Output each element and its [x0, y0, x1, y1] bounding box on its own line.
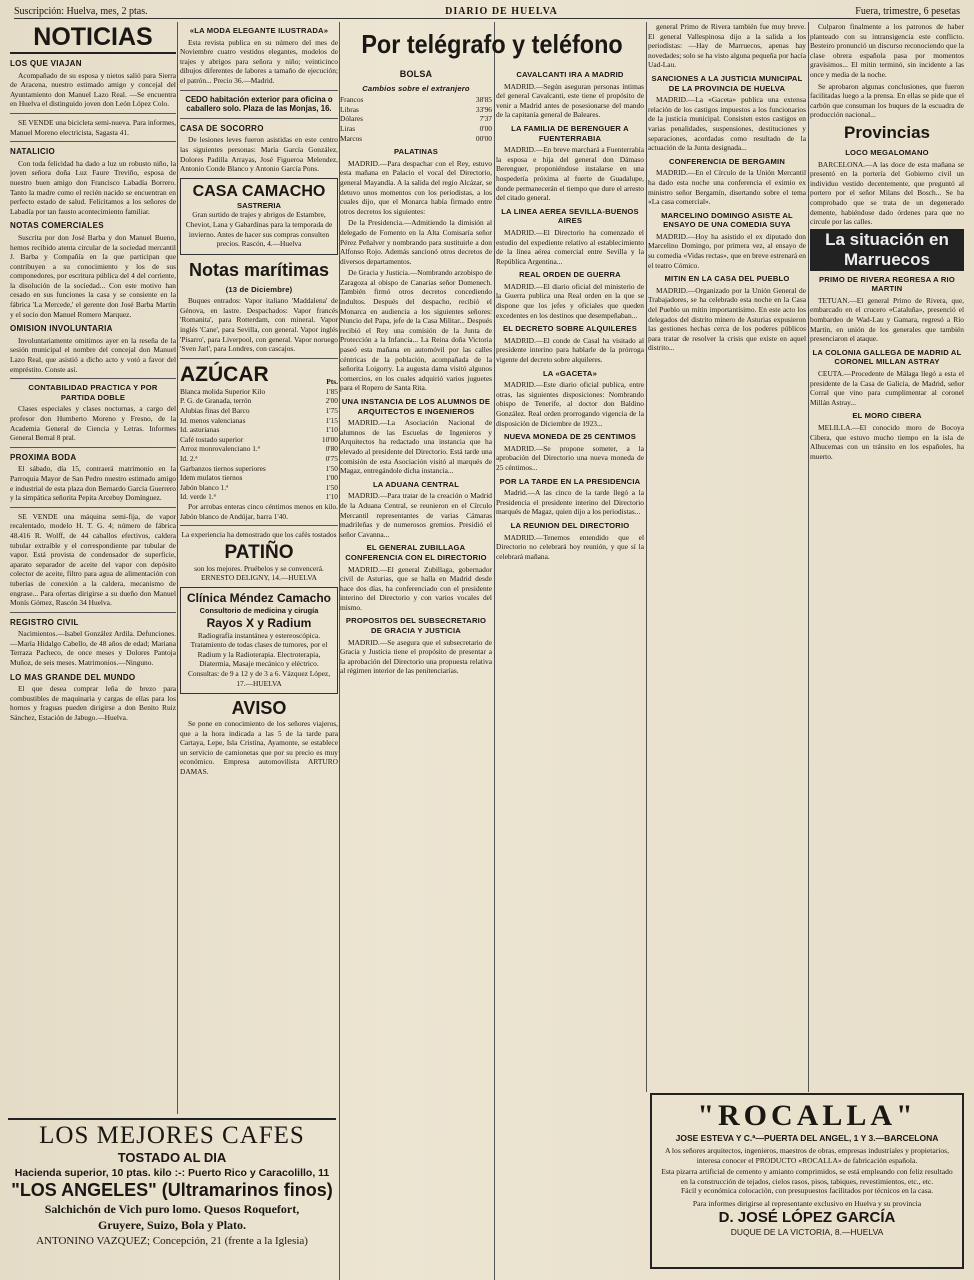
clinica-body: Radiografía instantánea y estereoscópica. Tratamiento de todas clases de tumores, por el Radium y la Radioterapia. Electroterapia, Diatermia, Masaje mecánico y eléctrico. Consultas: de 9 a 12 y de 3 a 6. Vázquez López, 17.—HUELVA — [187, 630, 331, 688]
cafes-line-4: Gruyere, Suizo, Bola y Plato. — [97, 1218, 247, 1232]
price-row-value: 2'00 — [325, 396, 338, 406]
price-row — [180, 435, 338, 445]
ad-mejores-cafes — [8, 1118, 336, 1268]
price-row-value: 0'80 — [325, 444, 338, 454]
article-notas-maritimas: Buques entrados: Vapor italiano 'Maddalena' de Génova, en lastre. Despachados: Vapor francés 'Romanita', para Rotterdam, con mineral. Vapor inglés 'Cane', para Sevilla, con general. Vapor inglés 'Pisarro', para Liverpool, con general. Vapor noruego 'Sven Jarl', para Londres, con cascajos. — [180, 296, 338, 354]
exchange-row-value: 7'37 — [479, 114, 492, 124]
clinica-title: Clínica Méndez Camacho — [186, 590, 332, 605]
patino-body: son los mejores. Pruébelos y se convencerá. ERNESTO DELIGNY, 14.—HUELVA — [194, 563, 324, 583]
heading-aduana: LA ADUANA CENTRAL — [372, 479, 460, 489]
price-row — [180, 416, 338, 426]
article-primo: TETUAN.—El general Primo de Rivera, que, embarcado en el crucero «Cataluña», presenció el bombardeo de Wad-Lau y Gamara, regresó a Río Martín, en unión de los generales que también presenciaron el ataque. — [810, 295, 964, 344]
notas-maritimas-title: Notas marítimas — [188, 259, 330, 280]
article-presidencia: De la Presidencia.—Admitiendo la dimisión al delegado de Fomento en la Alta Comisaría señor Pérez Peñalver y nombrando para sustituirle a don Alfonso Rojo. Además sancionó otros decretos de diversos departamentos. — [340, 218, 492, 266]
column-rule — [646, 22, 647, 1092]
article-gaceta: MADRID.—Este diario oficial publica, entre otras, las siguientes disposiciones: Nombrando obispo de Tenerife, al doctor don Baldino González. Real orden prorrogando vigencia de la disposición de Diciembre de 1923... — [496, 380, 644, 428]
heading-bolsa: BOLSA — [399, 69, 433, 79]
ad-lena-brezo: El que desea comprar leña de brezo para combustibles de maquinaria y cargas de ellas para los hornos y fraguas pueden dirigirse a don Benito Ruiz Sánchez, Estación de Jabugo.—Huelva. — [10, 684, 176, 723]
divider — [8, 1118, 336, 1120]
price-row — [180, 444, 338, 454]
column-telegrafo-1 — [340, 66, 492, 1280]
heading-linea-aerea: LA LINEA AEREA SEVILLA-BUENOS AIRES — [501, 206, 639, 226]
heading-moda-elegante: «LA MODA ELEGANTE ILUSTRADA» — [189, 26, 329, 35]
heading-casa-socorro: CASA DE SOCORRO — [180, 123, 264, 133]
heading-primo: PRIMO DE RIVERA REGRESA A RIO MARTIN — [819, 274, 955, 294]
price-row-value: 1'10 — [325, 425, 338, 435]
bolsa-table — [340, 95, 492, 143]
price-row — [180, 396, 338, 406]
divider — [10, 378, 176, 379]
price-row — [180, 387, 338, 397]
exchange-row-value: 0'00 — [479, 123, 492, 133]
subscription-outside: Fuera, trimestre, 6 pesetas — [855, 5, 960, 17]
classified-bicicleta: SE VENDE una bicicleta semi-nueva. Para informes, Manuel Moreno electricista, Sagasta 41. — [10, 117, 176, 137]
heading-alquileres: EL DECRETO SOBRE ALQUILERES — [503, 324, 637, 334]
article-propositos: MADRID.—Se asegura que el subsecretario de Gracia y Justicia tiene el propósito de presentar a la aprobación del Directorio una propuesta relativa al régimen interior de las penitenciarías. — [340, 637, 492, 676]
heading-mitin: MITIN EN LA CASA DEL PUEBLO — [664, 274, 790, 284]
cafes-subtitle: TOSTADO AL DIA — [117, 1150, 227, 1165]
price-row-label: Idem mulatos tiernos — [180, 473, 243, 483]
price-row-label: Café tostado superior — [180, 434, 244, 444]
rocalla-body-3: Fácil y económica colocación, con presupuestos facilitados por técnicos en la casa. — [681, 1186, 933, 1195]
ad-clinica — [180, 587, 338, 694]
heading-sanciones: SANCIONES A LA JUSTICIA MUNICIPAL DE LA PROVINCIA DE HUELVA — [651, 73, 803, 93]
heading-omision: OMISION INVOLUNTARIA — [10, 324, 113, 334]
article-notas-comerciales: Suscrita por don José Barba y don Manuel Bueno, hemos recibido atenta circular de la sociedad mercantil J. Barba y Compañía en la que participan que contribuyen a su conocimiento y los de sus componedores, por escritura pública del 4 del corriente, la disolución de la sociedad... Con este motivo han cesado en sus funciones la casa y se consiente en la fábrica 'La Mercede,' el gerente don José Barba Martín y el socio don Manuel Romero Marquez. — [10, 232, 176, 319]
column-provincias — [810, 22, 964, 1088]
cafes-line-3: Salchichón de Vich puro lomo. Quesos Roquefort, — [44, 1202, 300, 1216]
article-arquitectos: MADRID.—La Asociación Nacional de alumnos de las Escuelas de Ingenieros y Arquitectos ha redactado una instancia que ha elevado al presidente del Directorio. Está tarde una comisión de esta Asociación visitó al marqués de Magaz, entregándole dicha instancia... — [340, 418, 492, 476]
heading-gaceta: LA «GACETA» — [542, 368, 598, 378]
heading-real-orden: REAL ORDEN DE GUERRA — [519, 270, 621, 280]
heading-marcelino: MARCELINO DOMINGO ASISTE AL ENSAYO DE UNA COMEDIA SUYA — [661, 210, 793, 230]
article-real-orden: MADRID.—El diario oficial del ministerio de la Guerra publica una Real orden en la que se dispone que los jefes y oficiales que queden excedentes en los destinos que desempeñaban... — [496, 281, 644, 320]
article-gracia: De Gracia y Justicia.—Nombrando arzobispo de Zaragoza al obispo de Canarias señor Domenech. También firmó otros decretos concediendo indultos. Después del despacho, recibió el Monarca en audiencia a los siguientes señores: Nuncio del Papa, jefe de la Casa Militar... Después recibió el Rey una comisión de la Junta de Protección a la Infancia... La Reina doña Victoria paseó esta mañana en automóvil por las calles céntricas de la población, acompañada de la señorita Loigorry. La augusta dama visitó algunos comercios, en los cuales adquirió varios juguetes para el Ropero de Santa Rita. — [340, 268, 492, 393]
heading-berenguer: LA FAMILIA DE BERENGUER A FUENTERRABIA — [511, 123, 629, 143]
ad-casa-camacho — [180, 178, 338, 255]
heading-registro-civil: REGISTRO CIVIL — [10, 617, 79, 627]
heading-colonia-gallega: LA COLONIA GALLEGA DE MADRID AL CORONEL MILLAN ASTRAY — [812, 347, 962, 367]
divider — [180, 525, 338, 526]
article-moneda: MADRID.—Se propone someter, a la aprobación del Directorio una nueva moneda de 25 céntimos... — [496, 443, 644, 472]
heading-moro-cibera: EL MORO CIBERA — [852, 411, 922, 421]
camacho-subtitle: SASTRERIA — [237, 200, 281, 210]
aviso-body: Se pone en conocimiento de los señores viajeros, que a la hora indicada a las 5 de la tarde para Cartaya, Lepe, Isla Cristina, Ayamonte, se establece un servicio de camionetas que por su precio es muy económico. Empresa automovilista ARTURO DAMAS. — [180, 719, 338, 777]
exchange-row-label: Liras — [340, 123, 356, 133]
price-row-value: 1'15 — [325, 415, 338, 425]
price-row-label: Arroz monrovalenciano 1.ª — [180, 444, 260, 454]
notas-maritimas-date: (13 de Diciembre) — [225, 284, 293, 294]
subscription-local: Suscripción: Huelva, mes, 2 ptas. — [14, 5, 148, 17]
article-carbon: Se aprobaron algunas conclusiones, que fueron facilitadas luego a la prensa. En ellas se pide que el carbón que consuman los buques de la escuadra de producción nacional... — [810, 81, 964, 120]
rocalla-address: JOSE ESTEVA Y C.ª—PUERTA DEL ANGEL, 1 Y 3.—BARCELONA — [675, 1133, 939, 1143]
divider — [10, 507, 176, 508]
article-aduana: MADRID.—Para tratar de la creación o Madrid de la Aduana Central, se reunieron en el Círculo Mercantil representantes de varias Cámaras madrileñas y de numerosos gremios. Presidió el señor Cavanna... — [340, 491, 492, 539]
patino-lead: La experiencia ha demostrado que los cafés tostados — [181, 530, 337, 540]
article-registro-civil: Nacimientos.—Isabel González Ardila. Defunciones.—María Hidalgo Cabello, de 48 años de edad; Mariana Terraza Pacheco, de once meses y Dolores Pantoja Muñoz, de seis meses. Matrimonios.—Ninguno. — [10, 629, 176, 668]
price-row-label: Id. menos valencianas — [180, 415, 246, 425]
camacho-body: Gran surtido de trajes y abrigos de Estambre, Cheviot, Lana y Gabardinas para la temporada de invierno. Antes de hacer sus compras consulten precios. Rascón, 4.—Huelva — [185, 210, 333, 249]
exchange-row-label: Francos — [340, 95, 364, 105]
divider — [180, 358, 338, 359]
price-row-value: 1'50 — [325, 482, 338, 492]
divider — [10, 141, 176, 142]
price-row — [180, 492, 338, 502]
article-bergamin: MADRID.—En el Círculo de la Unión Mercantil ha dado esta noche una conferencia el eximio ex ministro señor Bergamín, disertando sobre el tema «La casa comercial». — [648, 168, 806, 207]
heading-loco: LOCO MEGALOMANO — [845, 147, 929, 157]
article-omision: Involuntariamente omitimos ayer en la reseña de la sesión municipal el nombre del concejal don Manuel Lazo Real, que asistió a dicho acto y votó a favor del empréstito. Conste así. — [10, 335, 176, 374]
heading-zubillaga: EL GENERAL ZUBILLAGA CONFERENCIA CON EL DIRECTORIO — [345, 543, 487, 562]
price-list — [180, 387, 338, 502]
article-cavalcanti: MADRID.—Según aseguran personas íntimas del general Cavalcanti, este tiene el propósito de venir a Madrid antes de posesionarse del mando de la capitanía general de Baleares. — [496, 81, 644, 120]
heading-contabilidad: CONTABILIDAD PRACTICA Y POR PARTIDA DOBLE — [28, 383, 158, 402]
cafes-line-5: ANTONINO VAZQUEZ; Concepción, 21 (frente a la Iglesia) — [36, 1235, 308, 1247]
clinica-rayos: Rayos X y Radium — [206, 615, 312, 630]
cafes-line-1: Hacienda superior, 10 ptas. kilo :-: Puerto Rico y Caracolillo, 11 — [14, 1167, 330, 1179]
article-casa-socorro: De lesiones leves fueron asistidas en este centro las siguientes personas: María García González, Dolores Padilla Arrayas, José Figueroa Melendez, Antonio Conde Blanco y Antonio García Pons. — [180, 135, 338, 174]
divider — [180, 118, 338, 119]
heading-cavalcanti: CAVALCANTI IRA A MADRID — [516, 70, 624, 79]
exchange-row — [340, 95, 492, 105]
price-row — [180, 425, 338, 435]
heading-propositos: PROPOSITOS DEL SUBSECRETARIO DE GRACIA Y JUSTICIA — [345, 616, 487, 636]
azucar-title: AZÚCAR — [180, 362, 269, 386]
newspaper-name: DIARIO DE HUELVA — [445, 5, 558, 17]
exchange-row-value: 33'96 — [475, 104, 492, 114]
article-los-que-viajan: Acompañado de su esposa y nietos salió para Sierra de Aracena, nuestro estimado amigo y concejal del Ayuntamiento don Manuel Lazo Real. —Se encuentra en Huelva el distinguido joven don León López Colo. — [10, 70, 176, 109]
azucar-header — [180, 363, 338, 387]
exchange-row-label: Libras — [340, 104, 359, 114]
price-row-label: Blanca molida Superior Kilo — [180, 386, 266, 396]
article-zubillaga: MADRID.—El general Zubillaga, gobernador civil de Asturias, que se halla en Madrid desde hace dos días, ha conferenciado con el presidente interino del Directorio y con varios vocales del mismo. — [340, 564, 492, 612]
article-loco: BARCELONA.—A las doce de esta mañana se presentó en la portería del Gobierno civil un individuo vestido decentemente, que preguntó al portero por el señor Milans del Bosch... Se ha comprobado que se trata de un degenerado demente, habiéndose dado órdenes para que no circule por las calles. — [810, 159, 964, 227]
ad-contabilidad: Clases especiales y clases nocturnas, a cargo del profesor don Humberto Moreno y Fresno, de la Academia General de Ciencia y Letras. Informes General Bernal 8 pral. — [10, 404, 176, 443]
price-row-label: Id. verde 1.ª — [180, 492, 216, 502]
cafes-title: LOS MEJORES CAFES — [39, 1122, 305, 1149]
aviso-title: AVISO — [231, 698, 287, 719]
article-mitin: MADRID.—Organizado por la Unión General de Trabajadores, se ha celebrado esta noche en la Casa del Pueblo un mitin importantísimo. En este acto los delegados del distrito minero de Asturias expusieron las gestiones hechas cerca de los poderes públicos para tratar de resolver la crisis que existe en aquel distrito... — [648, 285, 806, 353]
article-moda-elegante: Esta revista publica en su número del mes de Noviembre cuatro vestidos elegantes, modelos de trajes y abrigos para señora y niño; veinticinco dibujos diferentes de labores a tamaño de ejecución; el patrón... Precio 36.—Madrid. — [180, 37, 338, 85]
azucar-note: Por arrobas enteras cinco céntimos menos en kilo. Jabón blanco de Andújar, barra 1'40. — [180, 501, 338, 521]
price-row-label: Id. 2.ª — [180, 454, 198, 463]
article-reunion: MADRID.—Tenemos entendido que el Directorio no celebrará hoy reunión, y que sí la celebrará mañana. — [496, 532, 644, 561]
price-row-value: 1'50 — [325, 463, 338, 473]
exchange-row-value: 00'00 — [475, 133, 492, 143]
heading-proxima-boda: PROXIMA BODA — [10, 452, 77, 462]
column-noticias — [10, 22, 176, 1114]
article-berenguer: MADRID.—En breve marchará a Fuenterrabía la esposa e hija del general don Dámaso Berenguer, proponiéndose instalarse en una hospedería próxima al fuerte de Guadalupe, donde permanecerán el tiempo que dure el arresto del citado general. — [496, 145, 644, 203]
price-row-value: 10'00 — [321, 434, 338, 444]
heading-palatinas: PALATINAS — [393, 147, 439, 157]
heading-moneda: NUEVA MONEDA DE 25 CENTIMOS — [503, 432, 637, 442]
price-row-value: 1'00 — [325, 473, 338, 483]
heading-notas-comerciales: NOTAS COMERCIALES — [10, 221, 104, 231]
azucar-unit: Pts. — [326, 377, 338, 387]
column-rule — [177, 22, 178, 1114]
price-row-value: 1'10 — [325, 492, 338, 502]
divider — [10, 113, 176, 114]
camacho-title: CASA CAMACHO — [192, 182, 326, 200]
article-sanciones: MADRID.—La «Gaceta» publica una extensa relación de los castigos impuestos a los funcionarios de la justicia municipal. Consisten estos castigos en varias penalidades, suspensiones, destituciones y separaciones, acordadas como resultado de la actuación de la Junta designada... — [648, 95, 806, 153]
price-row — [180, 406, 338, 416]
marruecos-title: La situación en Marruecos — [810, 229, 964, 271]
column-telegrafo-3 — [648, 22, 806, 1088]
rocalla-title: "ROCALLA" — [697, 1099, 917, 1132]
masthead-bar — [14, 4, 960, 19]
article-natalicio: Con toda felicidad ha dado a luz un robusto niño, la joven señora doña Luz Faure Treviño, esposa de nuestro buen amigo don Francisco Labadía Borrero. Tanto la madre como el recién nacido se encuentran en perfecto estado de salud. Felicitamos a los señores de Labadía por tan fausto acontecimiento familiar. — [10, 158, 176, 216]
bolsa-subtitle: Cambios sobre el extranjero — [362, 83, 470, 93]
rocalla-rep-address: DUQUE DE LA VICTORIA, 8.—HUELVA — [730, 1227, 884, 1237]
price-row-value: 1'85 — [325, 386, 338, 396]
article-marcelino: MADRID.—Hoy ha asistido el ex diputado don Marcelino Domingo, por primera vez, al ensayo de su comedia «Vidas rectas», que en breve estrenará en el teatro Cómico. — [648, 231, 806, 270]
price-row-label: Jabón blanco 1.ª — [180, 482, 229, 492]
price-row — [180, 473, 338, 483]
article-moro-cibera: MELILLA.—El conocido moro de Bocoya Cibera, que estuvo mucho tiempo en la isla de Alhucemas con un tránsito en los españoles, ha muerto. — [810, 423, 964, 461]
article-colonia-gallega: CEUTA.—Procedente de Málaga llegó a esta el presidente de la Casa de Galicia, de Madrid, señor Corral que vino para cumplimentar al coronel Millán Astray... — [810, 369, 964, 407]
patino-title: PATIÑO — [224, 541, 294, 563]
classified-maquina: SE VENDE una máquina semi-fija, de vapor recalentado, modelo H. T. G. 4; número de fábrica 48.416 R. Wolff, de 44 caballos efectivos, caldera tubular extraíble y el correspondiente par tubular de vapor. Está provista de condensador de superficie, aparato separador de aceite del vapor con depósito colector de aceite, filtro para agua de alimentación con tuberías de conexión a la caldera, mecanismo de engrase... Para ofertas dirigirse a su dueño don Manuel Monís Gómez, Rascón 34 Huelva. — [10, 511, 176, 608]
telegrafo-title: Por telégrafo y teléfono — [361, 29, 623, 59]
rocalla-representative: D. JOSÉ LÓPEZ GARCÍA — [718, 1209, 896, 1226]
ad-cedo-habitacion: CEDO habitación exterior para oficina o caballero solo. Plaza de las Monjas, 16. — [185, 94, 333, 114]
article-proxima-boda: El sábado, día 15, contraerá matrimonio en la Parroquia Mayor de San Pedro nuestro estimado amigo e industrial de esta plaza don Bernardo García Guerrero y la simpática señorita Pepita Arcebuy Domínguez. — [10, 464, 176, 503]
cafes-line-2: "LOS ANGELES" (Ultramarinos finos) — [11, 1180, 333, 1200]
column-ads — [180, 22, 338, 1114]
article-linea-aerea: MADRID.—El Directorio ha comenzado el estudio del expediente relativo al establecimiento de la línea aérea comercial entre Sevilla y la República Argentina... — [496, 227, 644, 266]
rocalla-body-1: A los señores arquitectos, ingenieros, maestros de obras, empresas industriales y propietarios, interesa conocer el PRODUCTO «ROCALLA» de fabricación española. — [664, 1146, 950, 1165]
price-row — [180, 454, 338, 464]
column-telegrafo-2 — [496, 66, 644, 1280]
exchange-row — [340, 114, 492, 124]
heading-reunion: LA REUNION DEL DIRECTORIO — [510, 520, 630, 530]
heading-lo-mas-grande: LO MAS GRANDE DEL MUNDO — [10, 672, 136, 682]
exchange-row — [340, 105, 492, 115]
divider — [180, 90, 338, 91]
column-rule — [808, 22, 809, 1092]
price-row-label: Id. asturianas — [180, 425, 220, 435]
price-row — [180, 464, 338, 474]
price-row-label: Alubias finas del Barco — [180, 406, 250, 416]
price-row-value: 0'75 — [325, 454, 338, 463]
rocalla-body-2: Esta pizarra artificial de cemento y amianto comprimidos, se está empleando con feliz resultado en la construcción de tejados, cielos rasos, pisos, tabiques, revestimientos, etc., etc. — [661, 1167, 953, 1186]
clinica-subtitle: Consultorio de medicina y cirugía — [199, 605, 319, 615]
article-continued: general Primo de Rivera también fue muy breve. El general Vallespinosa dijo a la salida a los periodistas: —Hay de Marruecos, apenas hay novedades; solo se ha visto alguna pequeña por hacía Uad-Lau. — [648, 22, 806, 70]
price-row-value: 1'75 — [325, 406, 338, 416]
column-rule — [494, 22, 495, 1280]
heading-natalicio: NATALICIO — [10, 147, 56, 157]
ad-rocalla — [650, 1093, 964, 1269]
exchange-row-label: Marcos — [340, 133, 363, 143]
heading-los-que-viajan: LOS QUE VIAJAN — [10, 59, 82, 68]
article-presidencia-tarde: Madrid.—A las cinco de la tarde llegó a la Presidencia el presidente interino del Directorio marqués de Magaz, quien dijo a los periodistas... — [496, 488, 644, 517]
price-row-label: P. G. de Granada, terrón — [180, 396, 252, 406]
heading-presidencia-tarde: POR LA TARDE EN LA PRESIDENCIA — [499, 476, 641, 486]
price-row-label: Garbanzos tiernos superiores — [180, 463, 266, 473]
section-title-noticias: NOTICIAS — [10, 22, 176, 54]
article-continued: Culparon finalmente a los patronos de haber planteado con su intransigencia este conflicto. Besteiro pronunció un discurso reconociendo que la clase obrera española pasa por momentos gravísimos... El mitin terminó, sin incidente a las once y media de la noche. — [810, 22, 964, 79]
exchange-row-label: Dólares — [340, 114, 363, 124]
heading-bergamin: CONFERENCIA DE BERGAMIN — [668, 156, 786, 166]
article-alquileres: MADRID.—El conde de Casal ha visitado al presidente interino para hablarle de la prórroga vigente del decreto sobre alquileres. — [496, 335, 644, 365]
divider — [10, 612, 176, 613]
heading-arquitectos: UNA INSTANCIA DE LOS ALUMNOS DE ARQUITECTOS E INGENIEROS — [341, 397, 491, 416]
exchange-row-value: 38'85 — [475, 95, 492, 105]
exchange-row — [340, 134, 492, 144]
exchange-row — [340, 124, 492, 134]
price-row — [180, 483, 338, 493]
article-palatinas: MADRID.—Para despachar con el Rey, estuvo esta mañana en Palacio el vocal del Directorio, general Mayandía. A la salida del regio Alcázar, se detuvo unos momentos con los periodistas, a los cuales dijo, que el Monarca había firmado entre otros decretos los siguientes: — [340, 158, 492, 216]
provincias-title: Provincias — [844, 122, 930, 142]
divider — [10, 447, 176, 448]
rocalla-body-4: Para informes dirigirse al representante exclusivo en Huelva y su provincia — [692, 1198, 922, 1208]
